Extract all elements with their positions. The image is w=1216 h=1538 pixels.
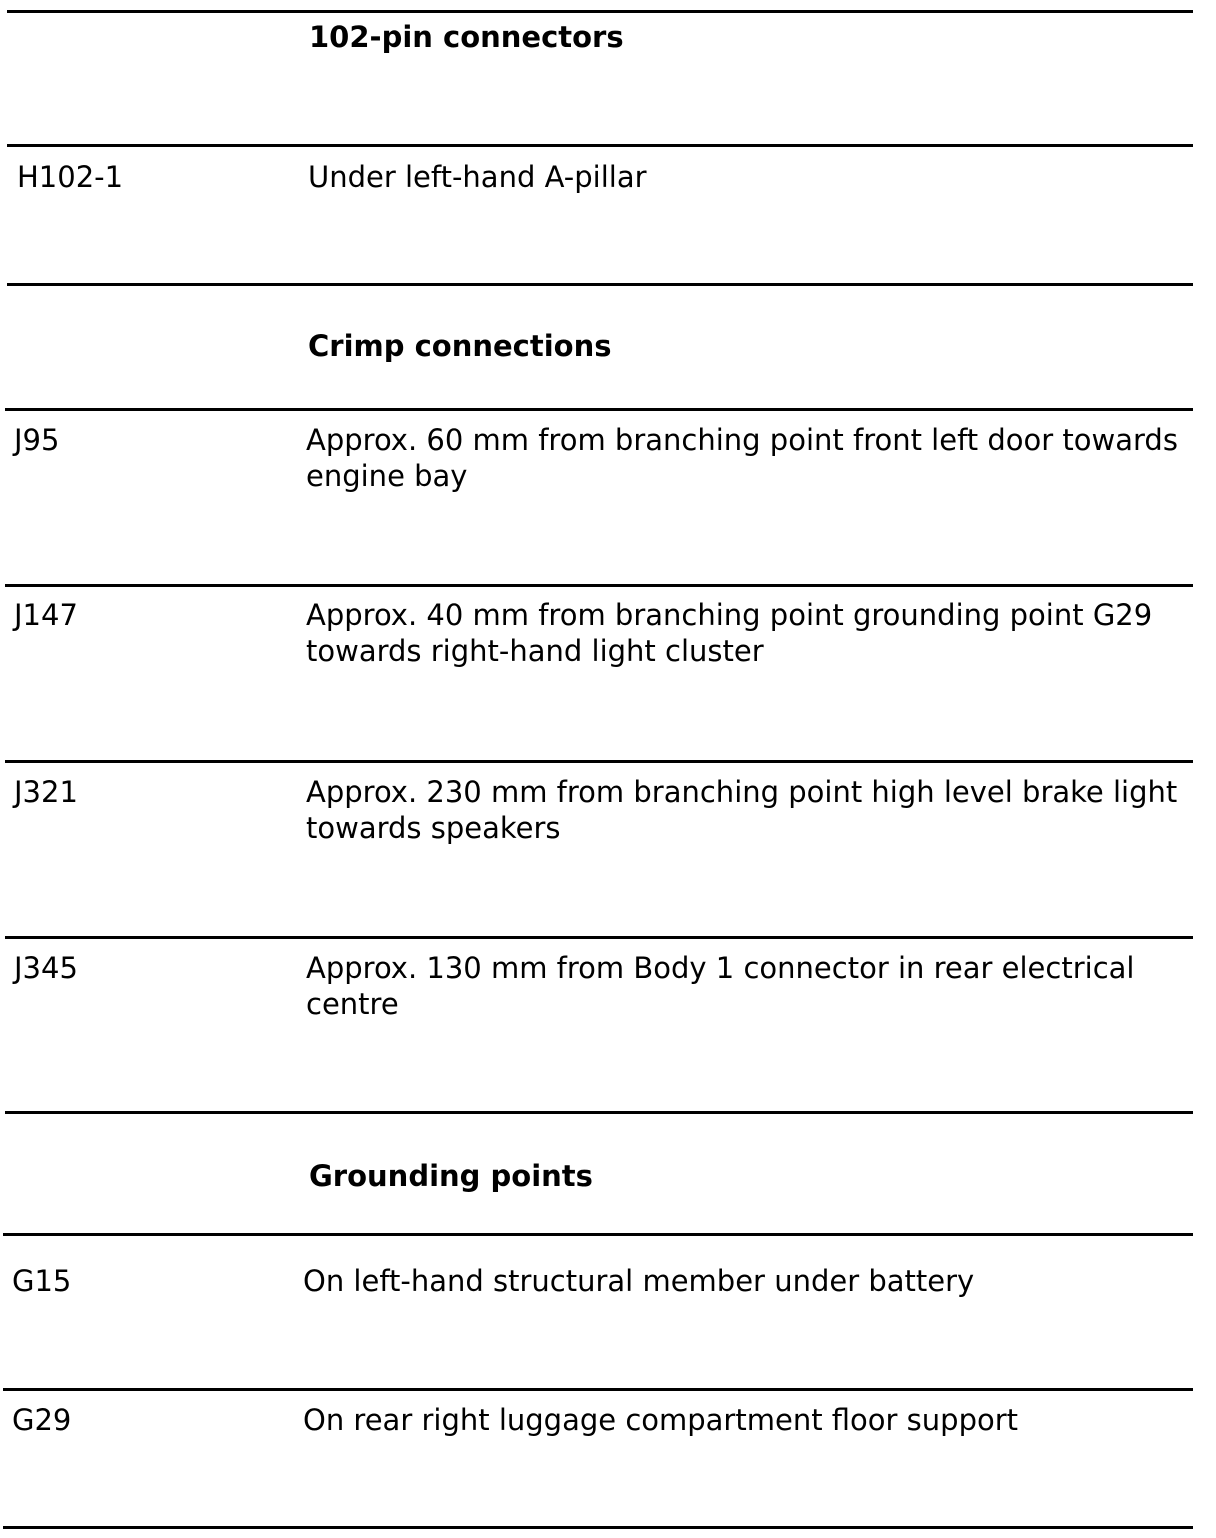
table-rule — [3, 1388, 1193, 1391]
connector-code: J95 — [14, 423, 60, 457]
connector-code: G29 — [12, 1403, 72, 1437]
connector-location: On rear right luggage compartment floor support — [303, 1403, 1019, 1437]
section-heading: Grounding points — [309, 1159, 593, 1193]
table-rule — [5, 408, 1193, 411]
table-rule — [5, 584, 1193, 587]
connector-location: On left-hand structural member under battery — [303, 1264, 975, 1298]
connector-code: J321 — [14, 775, 78, 809]
connector-location: Approx. 130 mm from Body 1 connector in rear electrical centre — [306, 951, 1135, 1021]
table-rule — [5, 1111, 1193, 1114]
table-rule — [7, 10, 1193, 13]
connector-code: H102-1 — [17, 160, 124, 194]
table-rule — [5, 936, 1193, 939]
section-heading: 102-pin connectors — [309, 20, 624, 54]
connector-code: J345 — [14, 951, 78, 985]
connector-location: Approx. 60 mm from branching point front left door towards engine bay — [306, 423, 1178, 493]
table-rule — [3, 1233, 1193, 1236]
table-rule — [7, 283, 1193, 286]
table-rule — [7, 144, 1193, 147]
connector-location: Approx. 40 mm from branching point grounding point G29 towards right-hand light cluster — [306, 598, 1153, 668]
connector-location: Approx. 230 mm from branching point high level brake light towards speakers — [306, 775, 1178, 845]
connector-location: Under left-hand A-pillar — [308, 160, 647, 194]
table-rule — [5, 760, 1193, 763]
table-rule — [3, 1526, 1193, 1529]
connector-code: J147 — [14, 598, 78, 632]
connector-code: G15 — [12, 1264, 72, 1298]
section-heading: Crimp connections — [308, 329, 612, 363]
